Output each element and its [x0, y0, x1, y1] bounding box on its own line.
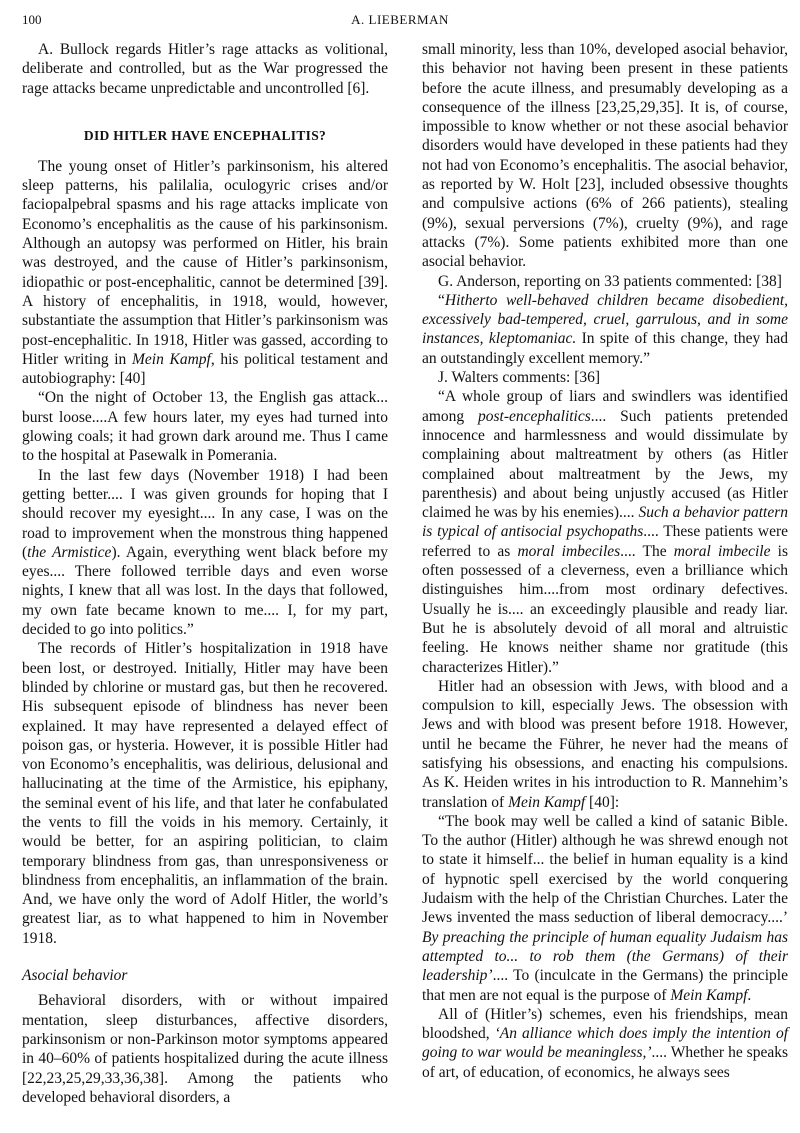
right-column — [422, 40, 788, 1082]
subsection-title: Asocial behavior — [22, 967, 128, 985]
paragraph: G. Anderson, reporting on 33 patients commented: [38] — [438, 272, 782, 290]
page-header — [0, 10, 800, 30]
paragraph: “The book may well be called a kind of satanic Bible. To the author (Hitler) although he was shrewd enough not to state it himself... the belief in human equality is a kind of hypnotic spell exercised by the world conquering Judaism with the help of the Christian Churches. Later the Jews invented the mass seduction of liberal democracy....’ By preaching the principle of human equality Judaism has attempted to... to rob them (the Germans) of their leadership’.... To (inculcate in the Germans) the principle that men are not equal is the purpose of Mein Kampf. — [422, 812, 788, 1004]
paragraph: Behavioral disorders, with or without impaired mentation, sleep disturbances, affective disorders, parkinsonism or non-Parkinson motor symptoms appeared in 40–60% of patients hospitalized during the acute illness [22,23,25,29,33,36,38]. Among the patients who developed behavioral disorders, a — [22, 992, 388, 1106]
paragraph: In the last few days (November 1918) I had been getting better.... I was given grounds for hoping that I should recover my eyesight.... In any case, I was on the road to improvement when the monstrous thing happened (the Armistice). Again, everything went black before my eyes.... There followed terrible days and even worse nights, I knew that all was lost. In the days that followed, my own fate became known to me.... I, for my part, decided to go into politics.” — [22, 466, 389, 639]
left-column — [22, 40, 388, 1107]
page-number: 100 — [22, 12, 42, 27]
running-head: A. LIEBERMAN — [351, 12, 449, 27]
paragraph: The young onset of Hitler’s parkinsonism, his altered sleep patterns, his palilalia, oculogyric crises and/or faciopalpebral spasms and his rage attacks implicate von Economo’s encephalitis as the cause of his parkinsonism. Although an autopsy was performed on Hitler, his brain was destroyed, and the cause of Hitler’s parkinsonism, idiopathic or post-encephalitic, cannot be determined [39]. A history of encephalitis, in 1918, would, however, substantiate the assumption that Hitler’s parkinsonism was post-encephalitic. In 1918, Hitler was gassed, according to Hitler writing in Mein Kampf, his political testament and autobiography: [40] — [22, 157, 388, 388]
paragraph: A. Bullock regards Hitler’s rage attacks as volitional, deliberate and controlled, but as the War progressed the rage attacks became unpredictable and uncontrolled [6]. — [22, 41, 388, 97]
paragraph: “A whole group of liars and swindlers was identified among post-encephalitics.... Such patients pretended innocence and harmlessness and would dissimulate by complaining about maltreatment by others (as Hitler complained about maltreatment by the Jews, my parenthesis) and about being unjustly accused (as Hitler claimed he was by his enemies).... Such a behavior pattern is typical of antisocial psychopaths.... These patients were referred to as moral imbeciles.... The moral imbecile is often possessed of a cleverness, even a brilliance which distinguishes him....from most ordinary defectives. Usually he is.... an exceedingly plausible and ready liar. But he is absolutely devoid of all moral and altruistic feeling. He knows neither shame nor gratitude (this characterizes Hitler).” — [422, 388, 789, 676]
paragraph: The records of Hitler’s hospitalization in 1918 have been lost, or destroyed. Initially, Hitler may have been blinded by chlorine or mustard gas, but then he recovered. His subsequent episode of blindness has never been explained. It may have represented a delayed effect of poison gas, or hysteria. However, it is possible Hitler had von Economo’s encephalitis, was delirious, delusional and hallucinating at the time of the Armistice, his epiphany, the seminal event of his life, and that later he confabulated the vents to fill the voids in his memory. Certainly, it would be better, for an aspiring politician, to claim temporary blindness from gas, than unresponsiveness or blindness from encephalitis, an inflammation of the brain. And, we have only the word of Adolf Hitler, the world’s greatest liar, as to what happened to him in November 1918. — [22, 640, 388, 947]
section-title: DID HITLER HAVE ENCEPHALITIS? — [83, 127, 327, 143]
paragraph: “On the night of October 13, the English gas attack... burst loose....A few hours later, my eyes had turned into glowing coals; it had grown dark around me. Thus I came to the hospital at Pasewalk in Pomerania. — [22, 389, 388, 465]
paragraph: J. Walters comments: [36] — [438, 369, 601, 387]
paragraph: Hitler had an obsession with Jews, with blood and a compulsion to kill, especially Jews. The obsession with Jews and with blood was present before 1918. However, until he became the Führer, he never had the means of satisfying his obsessions, and enacting his compulsions. As K. Heiden writes in his introduction to R. Mannehim’s translation of Mein Kampf [40]: — [422, 677, 788, 811]
paragraph: “Hitherto well-behaved children became disobedient, excessively bad-tempered, cruel, garrulous, and in some instances, kleptomaniac. In spite of this change, they had an outstandingly excellent memory.” — [422, 291, 788, 367]
paragraph: small minority, less than 10%, developed asocial behavior, this behavior not having been present in these patients before the acute illness, and presumably developing as a consequence of the illness [23,25,29,35]. It is, of course, impossible to know whether or not these asocial behavior disorders would have developed in these patients had they not had von Economo’s encephalitis. The asocial behavior, as reported by W. Holt [23], included obsessive thoughts and compulsive actions (6% of 266 patients), stealing (9%), sexual perversions (7%), cruelty (9%), and rage attacks (7%). Some patients exhibited more than one asocial behavior. — [422, 41, 788, 271]
paragraph: All of (Hitler’s) schemes, even his friendships, mean bloodshed, ‘An alliance which does imply the intention of going to war would be meaningless,’.... Whether he speaks of art, of education, of economics, he always sees — [422, 1005, 788, 1081]
